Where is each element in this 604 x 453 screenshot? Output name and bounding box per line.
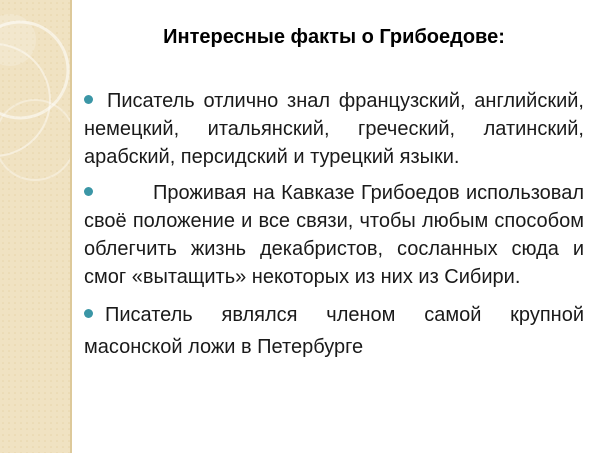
- decorative-side-panel: [0, 0, 70, 453]
- fact-text-1: Писатель отлично знал французский, английский, немецкий, итальянский, греческий, латинский, арабский, персидский и турецкий языки.: [84, 90, 584, 168]
- fact-item-1: [84, 87, 584, 171]
- bullet-dot-icon: [84, 187, 93, 196]
- side-panel-edge: [70, 0, 72, 453]
- slide-content: [84, 22, 584, 371]
- bullet-dot-icon: [84, 95, 93, 104]
- fact-item-2: [84, 179, 584, 291]
- slide-title: Интересные факты о Грибоедове:: [163, 26, 505, 48]
- fact-item-3: [84, 299, 584, 363]
- fact-text-3: Писатель являлся членом самой крупной масонской ложи в Петербурге: [84, 304, 584, 358]
- decorative-circles-pattern: [0, 0, 70, 453]
- bullet-dot-icon: [84, 309, 93, 318]
- fact-text-2: Проживая на Кавказе Грибоедов использовал своё положение и все связи, чтобы любым способом облегчить жизнь декабристов, сосланных сюда и смог «вытащить» некоторых из них из Сибири.: [84, 182, 584, 288]
